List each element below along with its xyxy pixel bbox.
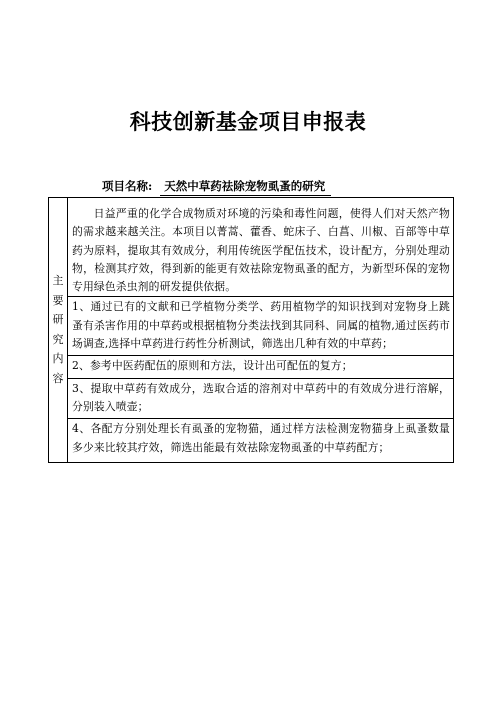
section-label-char: 研 [52,313,64,327]
project-name-label: 项目名称: [102,179,153,193]
research-content-cell [68,198,454,463]
research-item-2: 2、参考中医药配伍的原则和方法，设计出可配伍的复方； [68,355,453,377]
section-label-char: 主 [52,274,64,288]
research-item-3: 3、提取中草药有效成分，选取合适的溶剂对中草药中的有效成分进行溶解，分别装入喷壶； [68,378,453,419]
section-label-char: 内 [52,352,64,366]
research-content-table [48,197,454,463]
section-label [49,198,68,463]
document-title: 科技创新基金项目申报表 [129,110,367,134]
section-label-char: 容 [52,371,64,385]
research-item-1: 1、通过已有的文献和已学植物分类学、药用植物学的知识找到对宠物身上跳蚤有杀害作用的中草药或根据植物分类法找到其同科、同属的植物,通过医药市场调查,选择中草药进行药性分析测试，筛选出几种有效的中草药； [68,296,453,355]
section-label-char: 究 [52,332,64,346]
section-label-char: 要 [52,293,64,307]
research-item-4: 4、各配方分别处理长有虱蚤的宠物猫，通过样方法检测宠物猫身上虱蚤数量多少来比较其疗效，筛选出能最有效祛除宠物虱蚤的中草药配方； [68,418,453,462]
project-name-value: 天然中草药祛除宠物虱蚤的研究 [160,178,331,196]
intro-paragraph: 日益严重的化学合成物质对环境的污染和毒性问题，使得人们对天然产物的需求越来越关注。本项目以菁蒿、藿香、蛇床子、白菖、川椒、百部等中草药为原料，提取其有效成分，利用传统医学配伍技术，设计配方，分别处理动物，检测其疗效，得到新的能更有效祛除宠物虱蚤的配方，为新型环保的宠物专用绿色杀虫剂的研发提供依据。 [72,207,450,294]
project-name-row [102,178,331,196]
